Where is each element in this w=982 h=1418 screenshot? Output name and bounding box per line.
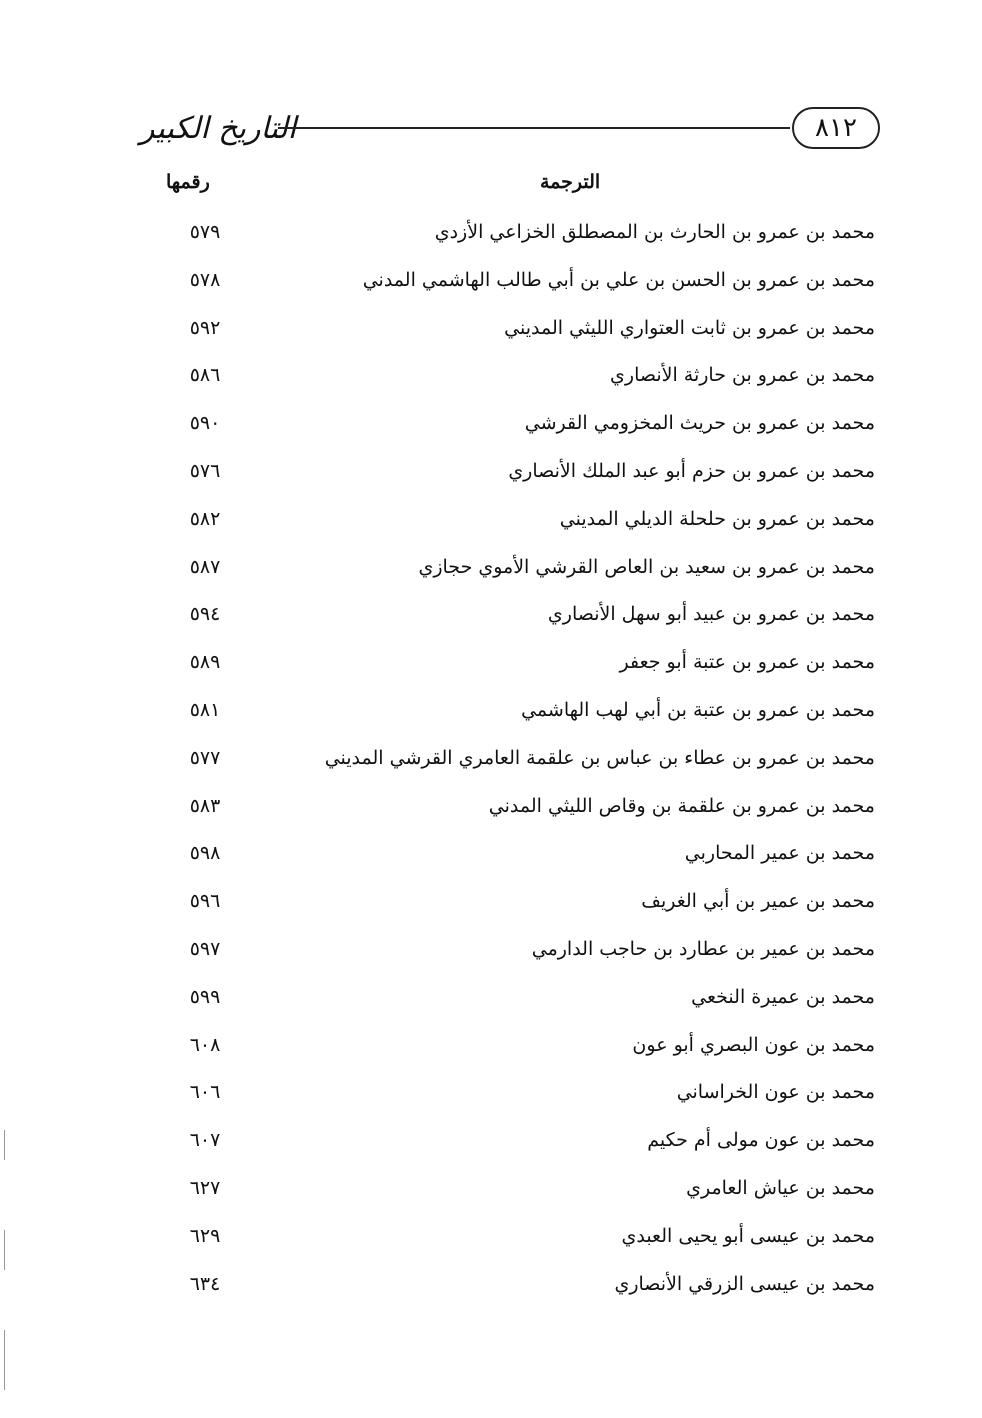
entry-number: ٥٩٧ [189, 937, 221, 960]
entry-number: ٥٨٣ [189, 794, 221, 817]
table-row [140, 502, 875, 550]
entry-name: محمد بن عميرة النخعي [691, 985, 875, 1008]
table-row [140, 741, 875, 789]
entry-number: ٥٩٨ [189, 842, 221, 865]
table-row [140, 263, 875, 311]
entry-name: محمد بن عياش العامري [686, 1176, 875, 1199]
entry-number: ٥٧٩ [189, 221, 221, 243]
entry-number: ٦٠٨ [189, 1033, 221, 1056]
table-row [140, 1219, 875, 1267]
page-number: ٨١٢ [792, 107, 880, 149]
header-rule [278, 127, 790, 129]
entry-number: ٥٧٨ [189, 268, 221, 291]
entry-number: ٥٨١ [189, 698, 221, 721]
entry-name: محمد بن عون مولى أم حكيم [647, 1129, 875, 1152]
entry-name: محمد بن عمرو بن الحسن بن علي بن أبي طالب الهاشمي المدني [362, 268, 875, 291]
entry-name: محمد بن عمير المحاربي [684, 842, 875, 865]
entry-number: ٦٠٧ [189, 1129, 221, 1152]
entry-name: محمد بن عمرو بن الحارث بن المصطلق الخزاعي الأزدي [434, 221, 875, 243]
name-column-header: الترجمة [540, 171, 601, 193]
table-row [140, 1267, 875, 1315]
entry-name: محمد بن عيسى الزرقي الأنصاري [614, 1272, 875, 1295]
table-row [140, 1028, 875, 1076]
table-row [140, 1123, 875, 1171]
entry-number: ٥٩٠ [189, 412, 221, 435]
entry-number: ٥٩٦ [189, 890, 221, 913]
entry-name: محمد بن عمرو بن عبيد أبو سهل الأنصاري [547, 603, 875, 626]
entry-name: محمد بن عمرو بن علقمة بن وقاص الليثي المدني [488, 794, 875, 817]
entry-name: محمد بن عمير بن عطارد بن حاجب الدارمي [531, 937, 875, 960]
entry-name: محمد بن عمرو بن حزم أبو عبد الملك الأنصاري [508, 459, 875, 482]
entry-number: ٦٢٩ [189, 1224, 221, 1247]
entry-name: محمد بن عمرو بن حارثة الأنصاري [610, 364, 875, 387]
table-row [140, 406, 875, 454]
entry-name: محمد بن عمرو بن حريث المخزومي القرشي [524, 412, 875, 435]
entry-number: ٥٧٧ [189, 746, 221, 769]
table-row [140, 1171, 875, 1219]
number-column-header: رقمها [166, 171, 210, 193]
table-row [140, 932, 875, 980]
entry-list [140, 215, 875, 1314]
entry-name: محمد بن عمير بن أبي الغريف [641, 890, 875, 913]
table-row [140, 789, 875, 837]
entry-number: ٦٢٧ [189, 1176, 221, 1199]
table-row [140, 215, 875, 263]
entry-number: ٥٨٧ [189, 555, 221, 578]
scan-edge-mark [4, 1330, 5, 1390]
entry-name: محمد بن عيسى أبو يحيى العبدي [621, 1224, 875, 1247]
scan-edge-mark [4, 1130, 5, 1160]
entry-number: ٦٠٦ [189, 1081, 221, 1104]
table-row [140, 550, 875, 598]
entry-number: ٥٨٢ [189, 507, 221, 530]
entry-name: محمد بن عمرو بن ثابت العتواري الليثي المديني [504, 316, 875, 339]
scan-edge-mark [4, 1230, 5, 1270]
table-row [140, 358, 875, 406]
entry-name: محمد بن عمرو بن عطاء بن عباس بن علقمة العامري القرشي المديني [324, 746, 875, 769]
entry-name: محمد بن عمرو بن عتبة أبو جعفر [619, 651, 875, 674]
table-row [140, 884, 875, 932]
entry-name: محمد بن عمرو بن سعيد بن العاص القرشي الأموي حجازي [418, 555, 875, 578]
entry-number: ٥٩٤ [189, 603, 221, 626]
entry-name: محمد بن عمرو بن عتبة بن أبي لهب الهاشمي [521, 698, 875, 721]
book-title: التاريخ الكبير [140, 111, 297, 146]
table-row [140, 980, 875, 1028]
entry-name: محمد بن عون البصري أبو عون [632, 1033, 875, 1056]
table-row [140, 311, 875, 359]
entry-number: ٥٧٦ [189, 459, 221, 482]
table-row [140, 836, 875, 884]
table-row [140, 597, 875, 645]
table-row [140, 693, 875, 741]
entry-number: ٥٨٦ [189, 364, 221, 387]
table-row [140, 645, 875, 693]
entry-number: ٦٣٤ [189, 1272, 221, 1295]
table-row [140, 454, 875, 502]
entry-name: محمد بن عمرو بن حلحلة الديلي المديني [559, 507, 875, 530]
entry-number: ٥٩٢ [189, 316, 221, 339]
running-header [120, 105, 880, 155]
table-row [140, 1075, 875, 1123]
entry-number: ٥٨٩ [189, 651, 221, 674]
entry-name: محمد بن عون الخراساني [676, 1081, 875, 1104]
entry-number: ٥٩٩ [189, 985, 221, 1008]
